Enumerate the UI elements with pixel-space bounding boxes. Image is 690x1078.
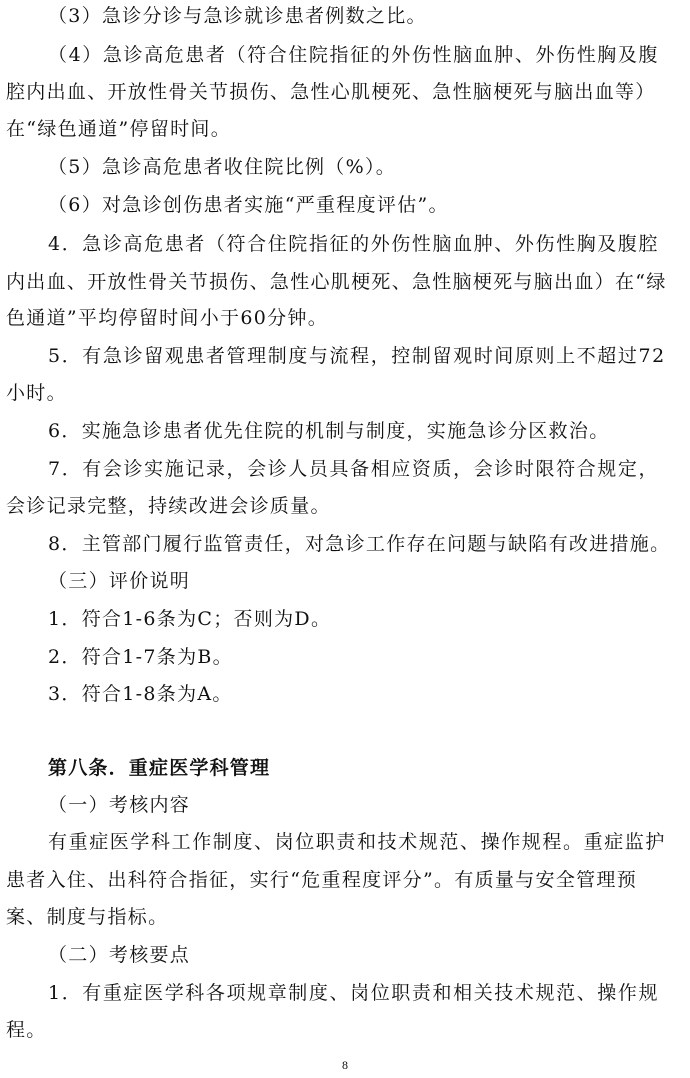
text-line: 1．符合1-6条为C；否则为D。 [48,608,332,630]
section-heading: （三）评价说明 [48,570,191,592]
article-heading: 第八条．重症医学科管理 [48,757,271,779]
text-line: 5．有急诊留观患者管理制度与流程，控制留观时间原则上不超过72 [48,345,666,367]
text-line: （4）急诊高危患者（符合住院指征的外伤性脑血肿、外伤性胸及腹 [48,44,660,66]
text-line: （3）急诊分诊与急诊就诊患者例数之比。 [48,5,427,27]
text-line: 3．符合1-8条为A。 [48,683,233,705]
text-line: 4．急诊高危患者（符合住院指征的外伤性脑血肿、外伤性胸及腹腔 [48,233,660,255]
text-line: 有重症医学科工作制度、岗位职责和技术规范、操作规程。重症监护 [48,831,667,853]
page-number: 8 [342,1058,348,1072]
text-line: 小时。 [6,382,67,404]
text-line: 在“绿色通道”停留时间。 [6,118,232,140]
section-heading: （一）考核内容 [48,794,191,816]
text-line: 程。 [6,1019,47,1041]
text-line: （5）急诊高危患者收住院比例（%）。 [48,156,397,178]
text-line: 6．实施急诊患者优先住院的机制与制度，实施急诊分区救治。 [48,420,610,442]
text-line: 色通道”平均停留时间小于60分钟。 [6,307,328,329]
text-line: 患者入住、出科符合指征，实行“危重程度评分”。有质量与安全管理预 [6,869,638,891]
text-line: 8．主管部门履行监管责任，对急诊工作存在问题与缺陷有改进措施。 [48,533,671,555]
section-heading: （二）考核要点 [48,944,191,966]
text-line: 腔内出血、开放性骨关节损伤、急性心肌梗死、急性脑梗死与脑出血等） [6,81,656,103]
text-line: 案、制度与指标。 [6,906,169,928]
text-line: 会诊记录完整，持续改进会诊质量。 [6,495,331,517]
text-line: 7．有会诊实施记录，会诊人员具备相应资质，会诊时限符合规定， [48,458,660,480]
text-line: 1．有重症医学科各项规章制度、岗位职责和相关技术规范、操作规 [48,982,660,1004]
text-line: 2．符合1-7条为B。 [48,646,233,668]
text-line: （6）对急诊创伤患者实施“严重程度评估”。 [48,194,449,216]
text-line: 内出血、开放性骨关节损伤、急性心肌梗死、急性脑梗死与脑出血）在“绿 [6,271,667,293]
